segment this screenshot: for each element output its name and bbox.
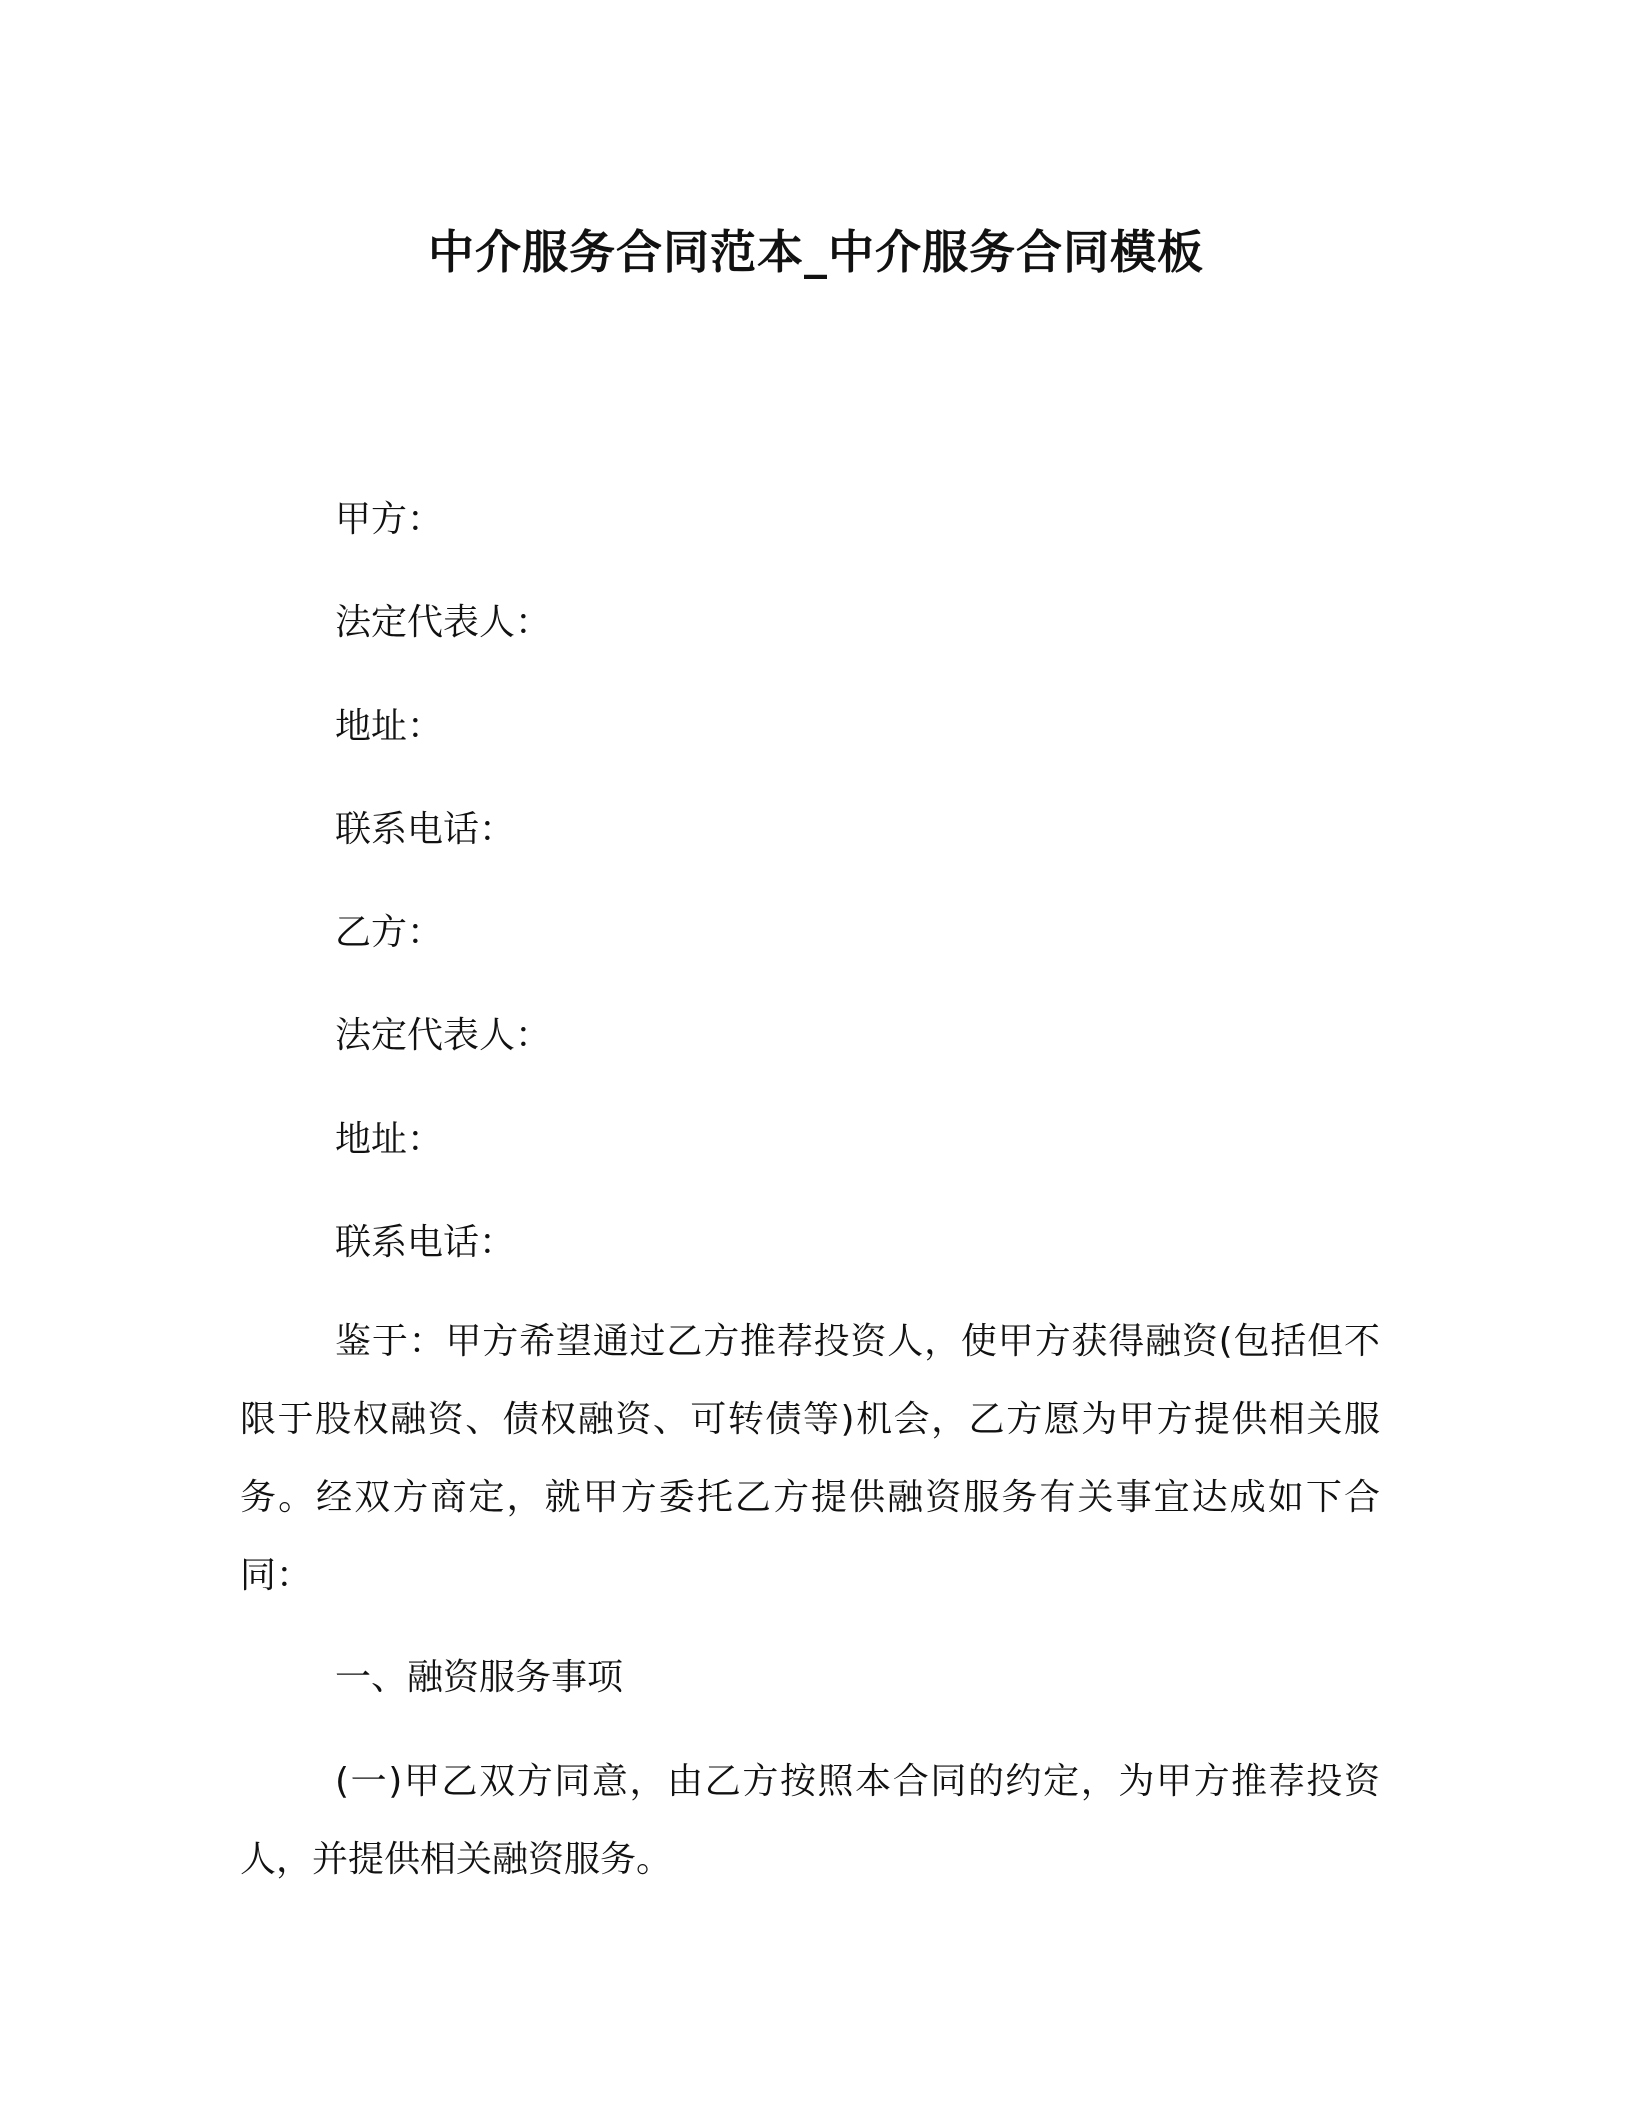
party-a-rep-label: 法定代表人：	[335, 602, 552, 643]
party-b-rep-label: 法定代表人：	[335, 1015, 552, 1056]
party-b-address-label: 地址：	[335, 1119, 444, 1160]
section-1-heading: 一、融资服务事项	[335, 1657, 624, 1698]
party-a-address-label: 地址：	[335, 706, 444, 747]
party-a-name-label: 甲方：	[335, 499, 444, 540]
document-title: 中介服务合同范本_中介服务合同模板	[428, 225, 1204, 279]
party-b-phone-label: 联系电话：	[335, 1222, 516, 1263]
party-a-phone-label: 联系电话：	[335, 809, 516, 850]
preamble-paragraph: 鉴于：甲方希望通过乙方推荐投资人，使甲方获得融资(包括但不限于股权融资、债权融资、可转债等)机会，乙方愿为甲方提供相关服务。经双方商定，就甲方委托乙方提供融资服务有关事宜达成如下合同：	[240, 1321, 1380, 1596]
section-1-clause-1: (一)甲乙双方同意，由乙方按照本合同的约定，为甲方推荐投资人，并提供相关融资服务。	[240, 1761, 1380, 1880]
party-b-name-label: 乙方：	[335, 912, 444, 953]
